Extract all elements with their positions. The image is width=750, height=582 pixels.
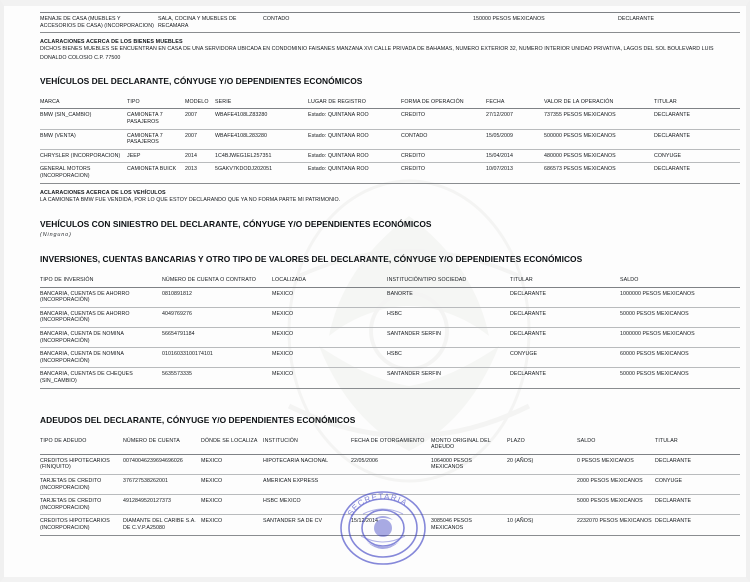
section-heading-vehiculos: VEHÍCULOS DEL DECLARANTE, CÓNYUGE Y/O DEPENDIENTES ECONÓMICOS bbox=[40, 75, 363, 86]
veh-marca: BMW (SIN_CAMBIO) bbox=[40, 109, 127, 129]
col-saldo: SALDO bbox=[577, 435, 655, 455]
inversiones-table bbox=[40, 274, 740, 389]
col-plazo: PLAZO bbox=[507, 435, 577, 455]
col-institucion: INSTITUCIÓN/TIPO SOCIEDAD bbox=[387, 274, 510, 287]
table-row bbox=[40, 163, 740, 183]
veh-forma: CREDITO bbox=[401, 163, 486, 183]
ade-saldo: 5000 PESOS MEXICANOS bbox=[577, 495, 655, 515]
ade-donde: MEXICO bbox=[201, 495, 263, 515]
inv-localizada: MEXICO bbox=[272, 287, 387, 307]
table-row bbox=[40, 287, 740, 307]
inv-cuenta: 0810891812 bbox=[162, 287, 272, 307]
vehiculos-table bbox=[40, 96, 740, 184]
veh-titular: DECLARANTE bbox=[654, 129, 740, 149]
col-fecha: FECHA bbox=[486, 96, 544, 109]
ade-saldo: 2232070 PESOS MEXICANOS bbox=[577, 515, 655, 535]
col-tipo-adeudo: TIPO DE ADEUDO bbox=[40, 435, 123, 455]
inv-titular: DECLARANTE bbox=[510, 327, 620, 347]
inv-tipo: BANCARIA, CUENTAS DE AHORRO (INCORPORACIÓN) bbox=[40, 307, 162, 327]
ade-fecha bbox=[351, 475, 431, 495]
col-tipo-inversion: TIPO DE INVERSIÓN bbox=[40, 274, 162, 287]
table-row bbox=[40, 515, 740, 535]
ade-cuenta: DIAMANTE DEL CARIBE S.A. DE C.V.P.A25080 bbox=[123, 515, 201, 535]
muebles-forma: CONTADO bbox=[263, 13, 473, 33]
col-fecha-otorgamiento: FECHA DE OTORGAMIENTO bbox=[351, 435, 431, 455]
veh-titular: DECLARANTE bbox=[654, 109, 740, 129]
ade-saldo: 0 PESOS MEXICANOS bbox=[577, 454, 655, 474]
col-serie: SERIE bbox=[215, 96, 308, 109]
ade-tipo: TARJETAS DE CREDITO (INCORPORACION) bbox=[40, 495, 123, 515]
ade-monto: 1064000 PESOS MEXICANOS bbox=[431, 454, 507, 474]
veh-forma: CREDITO bbox=[401, 149, 486, 163]
veh-lugar: Estado: QUINTANA ROO bbox=[308, 129, 401, 149]
col-modelo: MODELO bbox=[185, 96, 215, 109]
ade-cuenta: 376727538262001 bbox=[123, 475, 201, 495]
table-header-row bbox=[40, 274, 740, 287]
inv-cuenta: 4049769276 bbox=[162, 307, 272, 327]
ade-cuenta: 4912849520127373 bbox=[123, 495, 201, 515]
veh-valor: 737355 PESOS MEXICANOS bbox=[544, 109, 654, 129]
table-row bbox=[40, 129, 740, 149]
veh-lugar: Estado: QUINTANA ROO bbox=[308, 109, 401, 129]
veh-serie: 5GAKV7KDODJ202051 bbox=[215, 163, 308, 183]
inv-saldo: 60000 PESOS MEXICANOS bbox=[620, 348, 740, 368]
col-saldo: SALDO bbox=[620, 274, 740, 287]
aclaraciones-muebles-body: DICHOS BIENES MUEBLES SE ENCUENTRAN EN CASA DE UNA SERVIDORA UBICADA EN CONDOMINIO FAISANES MANZANA XVI CALLE PRIVADA DE BAHAMAS, NUMERO EXTERIOR 32, NUMERO INTERIOR UNIDAD PRIVATIVA, LAGOS DEL SOL BOULEVARD LUIS DONALDO COLOSIO C.P. 77500 bbox=[40, 46, 714, 62]
veh-marca: GENERAL MOTORS (INCORPORACION) bbox=[40, 163, 127, 183]
veh-fecha: 10/07/2013 bbox=[486, 163, 544, 183]
veh-titular: DECLARANTE bbox=[654, 163, 740, 183]
table-row bbox=[40, 348, 740, 368]
aclaraciones-vehiculos-title: ACLARACIONES ACERCA DE LOS VEHÍCULOS bbox=[40, 189, 166, 196]
ade-plazo: 10 (AÑOS) bbox=[507, 515, 577, 535]
ade-tipo: CREDITOS HIPOTECARIOS (FINIQUITO) bbox=[40, 454, 123, 474]
veh-valor: 480000 PESOS MEXICANOS bbox=[544, 149, 654, 163]
col-localizada: LOCALIZADA bbox=[272, 274, 387, 287]
ade-plazo: 20 (AÑOS) bbox=[507, 454, 577, 474]
ade-institucion: SANTANDER SA DE CV bbox=[263, 515, 351, 535]
ade-monto bbox=[431, 495, 507, 515]
inv-cuenta: 01016033100174101 bbox=[162, 348, 272, 368]
veh-valor: 500000 PESOS MEXICANOS bbox=[544, 129, 654, 149]
inv-titular: DECLARANTE bbox=[510, 368, 620, 388]
inv-saldo: 50000 PESOS MEXICANOS bbox=[620, 368, 740, 388]
veh-serie: WBAFE4108LZ83280 bbox=[215, 109, 308, 129]
col-tipo: TIPO bbox=[127, 96, 185, 109]
veh-modelo: 2007 bbox=[185, 109, 215, 129]
inv-cuenta: 56654791184 bbox=[162, 327, 272, 347]
ade-tipo: TARJETAS DE CREDITO (INCORPORACION) bbox=[40, 475, 123, 495]
ade-cuenta: 00740046239694696026 bbox=[123, 454, 201, 474]
muebles-descripcion: SALA, COCINA Y MUEBLES DE RECAMARA bbox=[158, 13, 263, 33]
inv-titular: CONYUGE bbox=[510, 348, 620, 368]
inv-institucion: HSBC bbox=[387, 307, 510, 327]
muebles-table bbox=[40, 12, 740, 33]
inv-saldo: 50000 PESOS MEXICANOS bbox=[620, 307, 740, 327]
col-lugar-registro: LUGAR DE REGISTRO bbox=[308, 96, 401, 109]
table-row bbox=[40, 495, 740, 515]
inv-tipo: BANCARIA, CUENTAS DE AHORRO (INCORPORACIÓN) bbox=[40, 287, 162, 307]
inv-saldo: 1000000 PESOS MEXICANOS bbox=[620, 327, 740, 347]
table-row bbox=[40, 109, 740, 129]
table-row bbox=[40, 454, 740, 474]
col-numero-cuenta: NÚMERO DE CUENTA bbox=[123, 435, 201, 455]
col-numero-cuenta: NÚMERO DE CUENTA O CONTRATO bbox=[162, 274, 272, 287]
ade-donde: MEXICO bbox=[201, 515, 263, 535]
muebles-titular: DECLARANTE bbox=[618, 13, 740, 33]
ade-titular: DECLARANTE bbox=[655, 515, 740, 535]
aclaraciones-muebles-title: ACLARACIONES ACERCA DE LOS BIENES MUEBLES bbox=[40, 39, 183, 46]
veh-tipo: CAMIONETA 7 PASAJEROS bbox=[127, 129, 185, 149]
inv-localizada: MEXICO bbox=[272, 348, 387, 368]
ade-plazo bbox=[507, 475, 577, 495]
table-row bbox=[40, 475, 740, 495]
ade-fecha bbox=[351, 495, 431, 515]
inv-tipo: BANCARIA, CUENTA DE NOMINA (INCORPORACIÓN) bbox=[40, 327, 162, 347]
section-heading-siniestro: VEHÍCULOS CON SINIESTRO DEL DECLARANTE, CÓNYUGE Y/O DEPENDIENTES ECONÓMICOS bbox=[40, 218, 432, 229]
veh-fecha: 15/05/2009 bbox=[486, 129, 544, 149]
ade-saldo: 2000 PESOS MEXICANOS bbox=[577, 475, 655, 495]
veh-lugar: Estado: QUINTANA ROO bbox=[308, 163, 401, 183]
veh-serie: WBAFE4108L283280 bbox=[215, 129, 308, 149]
table-row bbox=[40, 149, 740, 163]
muebles-tipo: MENAJE DE CASA (MUEBLES Y ACCESORIOS DE CASA) (INCORPORACION) bbox=[40, 13, 158, 33]
seal-text: SECRETARIA bbox=[345, 491, 410, 518]
col-institucion: INSTITUCIÓN bbox=[263, 435, 351, 455]
col-titular: TITULAR bbox=[655, 435, 740, 455]
inv-institucion: HSBC bbox=[387, 348, 510, 368]
ade-titular: DECLARANTE bbox=[655, 454, 740, 474]
veh-forma: CONTADO bbox=[401, 129, 486, 149]
table-row bbox=[40, 368, 740, 388]
inv-institucion: SANTANDER SERFIN bbox=[387, 327, 510, 347]
inv-cuenta: 5635573335 bbox=[162, 368, 272, 388]
col-monto-original: MONTO ORIGINAL DEL ADEUDO bbox=[431, 435, 507, 455]
inv-institucion: BANORTE bbox=[387, 287, 510, 307]
section-heading-adeudos: ADEUDOS DEL DECLARANTE, CÓNYUGE Y/O DEPENDIENTES ECONÓMICOS bbox=[40, 414, 356, 425]
ade-plazo bbox=[507, 495, 577, 515]
veh-titular: CONYUGE bbox=[654, 149, 740, 163]
ade-tipo: CREDITOS HIPOTECARIOS (INCORPORACION) bbox=[40, 515, 123, 535]
veh-tipo: CAMIONETA BUICK bbox=[127, 163, 185, 183]
veh-serie: 1C4BJWEG1EL257351 bbox=[215, 149, 308, 163]
veh-modelo: 2007 bbox=[185, 129, 215, 149]
veh-fecha: 15/04/2014 bbox=[486, 149, 544, 163]
col-titular: TITULAR bbox=[510, 274, 620, 287]
veh-fecha: 27/12/2007 bbox=[486, 109, 544, 129]
col-donde-localiza: DÓNDE SE LOCALIZA bbox=[201, 435, 263, 455]
table-row bbox=[40, 327, 740, 347]
ade-monto bbox=[431, 475, 507, 495]
veh-modelo: 2014 bbox=[185, 149, 215, 163]
table-row bbox=[40, 13, 740, 33]
inv-institucion: SANTANDER SERFIN bbox=[387, 368, 510, 388]
ade-institucion: HSBC MEXICO bbox=[263, 495, 351, 515]
inv-tipo: BANCARIA, CUENTA DE NOMINA (INCORPORACIÓN) bbox=[40, 348, 162, 368]
ade-titular: DECLARANTE bbox=[655, 495, 740, 515]
veh-tipo: JEEP bbox=[127, 149, 185, 163]
veh-marca: BMW (VENTA) bbox=[40, 129, 127, 149]
ade-titular: CONYUGE bbox=[655, 475, 740, 495]
table-header-row bbox=[40, 435, 740, 455]
col-valor-operacion: VALOR DE LA OPERACIÓN bbox=[544, 96, 654, 109]
veh-lugar: Estado: QUINTANA ROO bbox=[308, 149, 401, 163]
veh-marca: CHRYSLER (INCORPORACION) bbox=[40, 149, 127, 163]
inv-titular: DECLARANTE bbox=[510, 307, 620, 327]
ade-donde: MEXICO bbox=[201, 454, 263, 474]
siniestro-empty-label: (Ninguno) bbox=[40, 231, 72, 238]
document-sheet bbox=[4, 6, 746, 577]
inv-titular: DECLARANTE bbox=[510, 287, 620, 307]
inv-localizada: MEXICO bbox=[272, 307, 387, 327]
col-marca: MARCA bbox=[40, 96, 127, 109]
inv-localizada: MEXICO bbox=[272, 368, 387, 388]
col-forma-operacion: FORMA DE OPERACIÓN bbox=[401, 96, 486, 109]
table-header-row bbox=[40, 96, 740, 109]
ade-donde: MEXICO bbox=[201, 475, 263, 495]
veh-tipo: CAMIONETA 7 PASAJEROS bbox=[127, 109, 185, 129]
aclaraciones-vehiculos-body: LA CAMIONETA BMW FUE VENDIDA, POR LO QUE ESTOY DECLARANDO QUE YA NO FORMA PARTE MI PATRIMONIO. bbox=[40, 196, 341, 203]
table-row bbox=[40, 307, 740, 327]
ade-institucion: AMERICAN EXPRESS bbox=[263, 475, 351, 495]
adeudos-table bbox=[40, 435, 740, 536]
ade-fecha: 22/05/2006 bbox=[351, 454, 431, 474]
veh-forma: CREDITO bbox=[401, 109, 486, 129]
ade-fecha: 15/12/2014 bbox=[351, 515, 431, 535]
section-heading-inversiones: INVERSIONES, CUENTAS BANCARIAS Y OTRO TIPO DE VALORES DEL DECLARANTE, CÓNYUGE Y/O DEPENDIENTES ECONÓMICOS bbox=[40, 253, 583, 264]
ade-institucion: HIPOTECARIA NACIONAL bbox=[263, 454, 351, 474]
inv-localizada: MEXICO bbox=[272, 327, 387, 347]
col-titular: TITULAR bbox=[654, 96, 740, 109]
ade-monto: 3085046 PESOS MEXICANOS bbox=[431, 515, 507, 535]
muebles-valor: 150000 PESOS MEXICANOS bbox=[473, 13, 618, 33]
veh-modelo: 2013 bbox=[185, 163, 215, 183]
inv-saldo: 1000000 PESOS MEXICANOS bbox=[620, 287, 740, 307]
inv-tipo: BANCARIA, CUENTAS DE CHEQUES (SIN_CAMBIO) bbox=[40, 368, 162, 388]
veh-valor: 686573 PESOS MEXICANOS bbox=[544, 163, 654, 183]
